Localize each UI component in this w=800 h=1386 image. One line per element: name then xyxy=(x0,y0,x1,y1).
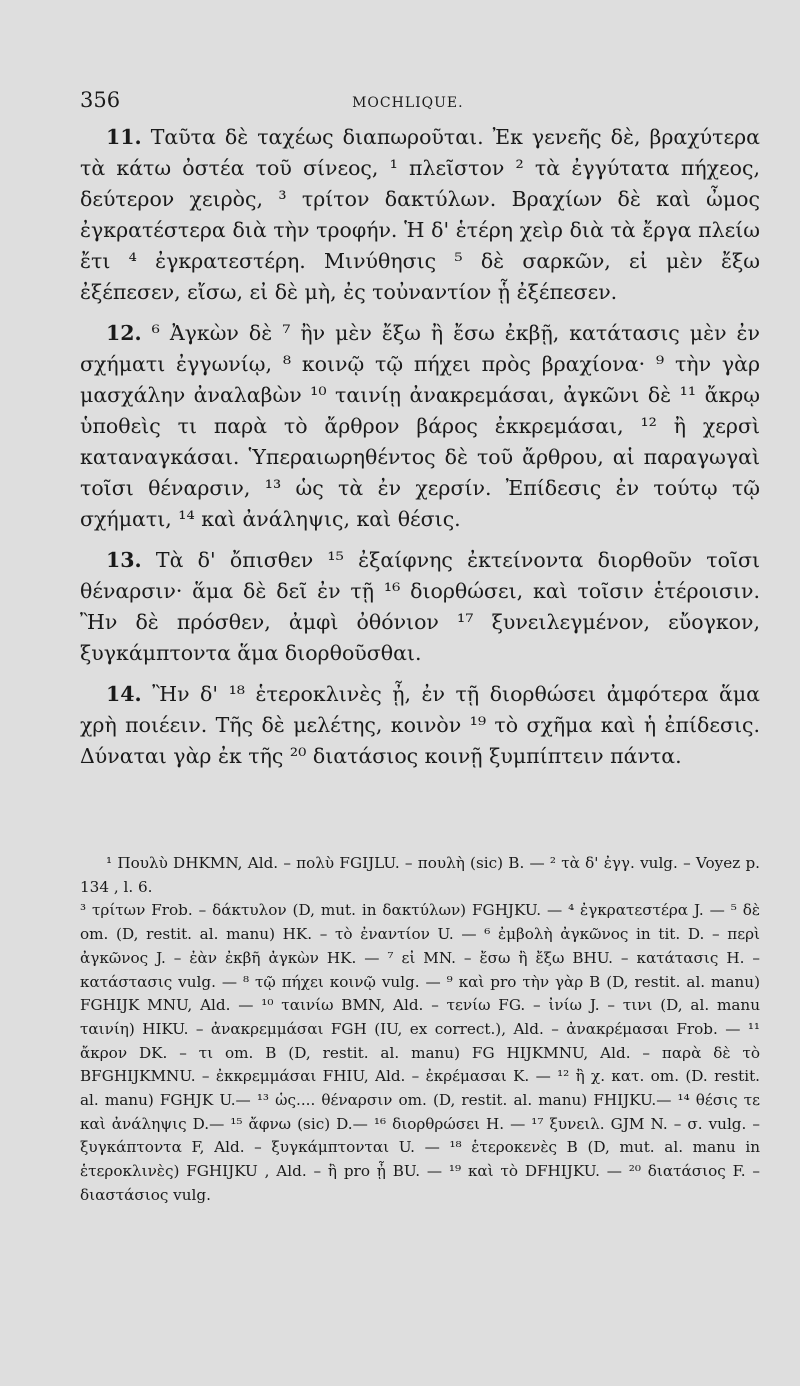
paragraph-14 xyxy=(80,679,760,772)
footnote-block: ¹ Πουλὺ DHKMN, Ald. – πολὺ FGIJLU. – πουλὴ (sic) B. — ² τὰ δ' ἐγγ. vulg. – Voyez p. 134 , l. 6. xyxy=(80,854,760,896)
paragraph-number: 12. xyxy=(106,321,142,345)
footnotes xyxy=(80,852,760,1208)
footnote-separator xyxy=(80,782,760,852)
paragraph-text: ⁶ Ἀγκὼν δὲ ⁷ ἢν μὲν ἔξω ἢ ἔσω ἐκβῇ, κατάτασις μὲν ἐν σχήματι ἐγγωνίῳ, ⁸ κοινῷ τῷ πήχει πρὸς βραχίονα· ⁹ τὴν γὰρ μασχάλην ἀναλαβὼν ¹⁰ ταινίῃ ἀνακρεμάσαι, ἀγκῶνι δὲ ¹¹ ἄκρῳ ὑποθεὶς τι παρὰ τὸ ἄρθρον βάρος ἐκκρεμάσαι, ¹² ἢ χερσὶ καταναγκάσαι. Ὑπεραιωρηθέντος δὲ τοῦ ἄρθρου, αἱ παραγωγαὶ τοῖσι θέναρσιν, ¹³ ὡς τὰ ἐν χερσίν. Ἐπίδεσις ἐν τούτῳ τῷ σχήματι, ¹⁴ καὶ ἀνάληψις, καὶ θέσις. xyxy=(80,321,760,531)
page-number: 356 xyxy=(80,88,121,112)
paragraph-text: Ἢν δ' ¹⁸ ἑτεροκλινὲς ᾖ, ἐν τῇ διορθώσει ἀμφότερα ἅμα χρὴ ποιέειν. Τῆς δὲ μελέτης, κοινὸν ¹⁹ τὸ σχῆμα καὶ ἡ ἐπίδεσις. Δύναται γὰρ ἐκ τῆς ²⁰ διατάσιος κοινῇ ξυμπίπτειν πάντα. xyxy=(80,682,760,768)
paragraph-11 xyxy=(80,122,760,308)
paragraph-text: Τὰ δ' ὄπισθεν ¹⁵ ἐξαίφνης ἐκτείνοντα διορθοῦν τοῖσι θέναρσιν· ἅμα δὲ δεῖ ἐν τῇ ¹⁶ διορθώσει, καὶ τοῖσιν ἑτέροισιν. Ἢν δὲ πρόσθεν, ἀμφὶ ὀθόνιον ¹⁷ ξυνειλεγμένον, εὔογκον, ξυγκάμπτοντα ἅμα διορθοῦσθαι. xyxy=(80,548,760,665)
paragraph-13 xyxy=(80,545,760,669)
paragraph-number: 14. xyxy=(106,682,142,706)
paragraph-number: 11. xyxy=(106,125,142,149)
running-head xyxy=(80,88,760,122)
running-title: MOCHLIQUE. xyxy=(352,95,464,111)
paragraph-text: Ταῦτα δὲ ταχέως διαπωροῦται. Ἐκ γενεῆς δὲ, βραχύτερα τὰ κάτω ὀστέα τοῦ σίνεος, ¹ πλεῖστον ² τὰ ἐγγύτατα πήχεος, δεύτερον χειρὸς, ³ τρίτον δακτύλων. Βραχίων δὲ καὶ ὦμος ἐγκρατέστερα διὰ τὴν τροφήν. Ἡ δ' ἑτέρη χεὶρ διὰ τὰ ἔργα πλείω ἔτι ⁴ ἐγκρατεστέρη. Μινύθησις ⁵ δὲ σαρκῶν, εἰ μὲν ἔξω ἐξέπεσεν, εἴσω, εἰ δὲ μὴ, ἐς τοὐναντίον ᾗ ἐξέπεσεν. xyxy=(80,125,760,304)
footnote-block: ³ τρίτων Frob. – δάκτυλον (D, mut. in δακτύλων) FGHJKU. — ⁴ ἐγκρατεστέρα J. — ⁵ δὲ om. (D, restit. al. manu) HK. – τὸ ἐναντίον U. — ⁶ ἐμβολὴ ἀγκῶνος in tit. D. – περὶ ἀγκῶνος J. – ἐὰν ἐκβῆ ἀγκὼν HK. — ⁷ εἰ MN. – ἔσω ἢ ἔξω BHU. – κατάτασις H. – κατάστασις vulg. — ⁸ τῷ πήχει κοινῷ vulg. — ⁹ καὶ pro τὴν γὰρ B (D, restit. al. manu) FGHIJK MNU, Ald. — ¹⁰ ταινίω BMN, Ald. – τενίω FG. – ἰνίω J. – τινι (D, al. manu ταινίη) HIKU. – ἀνακρεμμάσαι FGH (IU, ex correct.), Ald. – ἀνακρέμασαι Frob. — ¹¹ ἄκρον DK. – τι om. B (D, restit. al. manu) FG HIJKMNU, Ald. – παρὰ δὲ τὸ BFGHIJKMNU. – ἐκκρεμμάσαι FHIU, Ald. – ἐκρέμασαι K. — ¹² ἢ χ. κατ. om. (D. restit. al. manu) FGHJK U.— ¹³ ὡς.... θέναρσιν om. (D, restit. al. manu) FHIJKU.— ¹⁴ θέσις τε καὶ ἀνάληψις D.— ¹⁵ ἄφνω (sic) D.— ¹⁶ διορθρώσει H. — ¹⁷ ξυνειλ. GJM N. – σ. vulg. – ξυγκάπτοντα F, Ald. – ξυγκάμπτονται U. — ¹⁸ ἑτεροκενὲς B (D, mut. al. manu in ἑτεροκλινὲς) FGHIJKU , Ald. – ἢ pro ᾖ BU. — ¹⁹ καὶ τὸ DFHIJKU. — ²⁰ διατάσιος F. – διαστάσιος vulg. xyxy=(80,901,760,1204)
paragraph-12 xyxy=(80,318,760,535)
paragraph-number: 13. xyxy=(106,548,142,572)
main-text xyxy=(80,122,760,772)
